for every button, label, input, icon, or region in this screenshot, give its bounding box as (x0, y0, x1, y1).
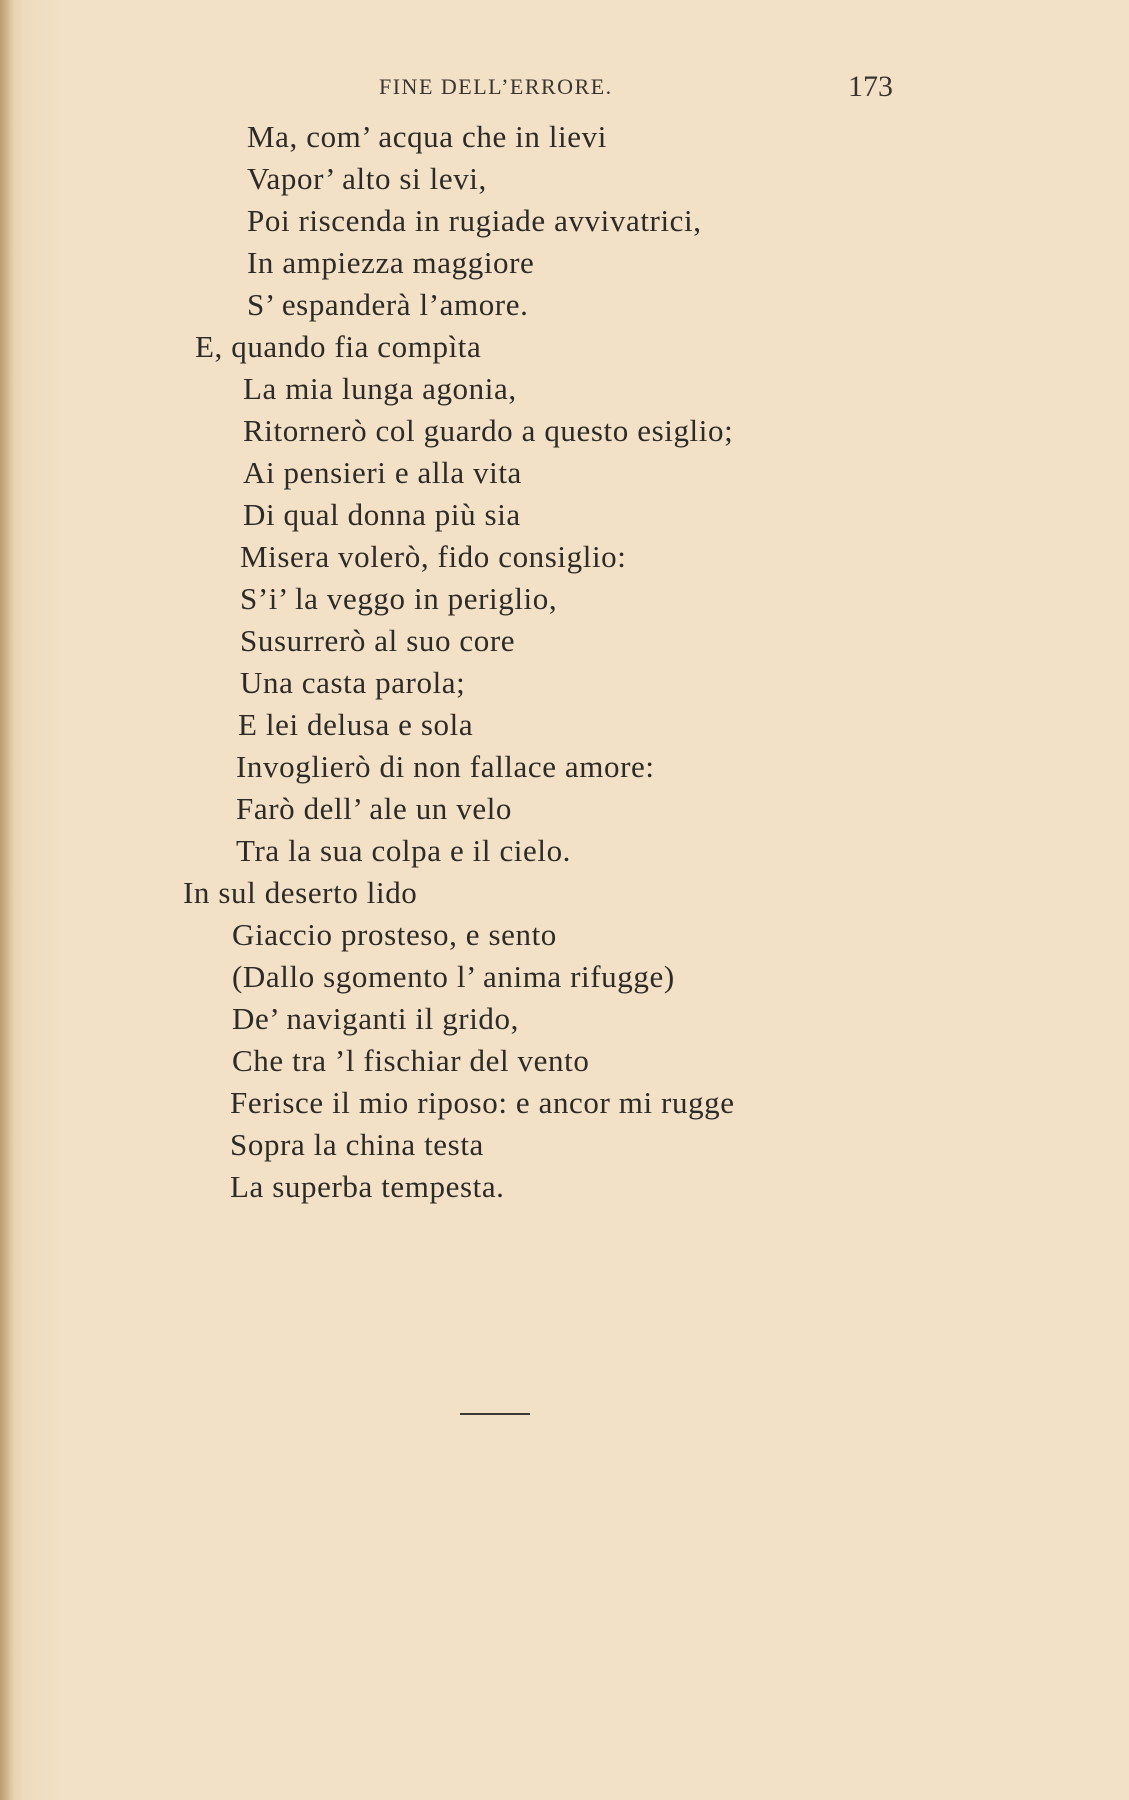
poem-line: E, quando fia compìta (195, 329, 482, 364)
poem-line: Ritornerò col guardo a questo esiglio; (243, 413, 734, 448)
poem-line: Ma, com’ acqua che in lievi (247, 119, 607, 154)
poem-line: E lei delusa e sola (238, 707, 474, 742)
page-number: 173 (848, 70, 893, 103)
poem-line: Vapor’ alto si levi, (247, 161, 487, 196)
poem-line: Farò dell’ ale un velo (236, 791, 513, 826)
poem-line: Ai pensieri e alla vita (243, 455, 522, 490)
poem-line: Ferisce il mio riposo: e ancor mi rugge (230, 1085, 735, 1120)
running-title: FINE DELL’ERRORE. (379, 74, 613, 99)
poem-line: Giaccio prosteso, e sento (232, 917, 557, 952)
poem-line: (Dallo sgomento l’ anima rifugge) (232, 959, 675, 994)
poem-line: In sul deserto lido (183, 875, 418, 910)
page-header (0, 70, 1129, 110)
poem-line: Misera volerò, fido consiglio: (240, 539, 627, 574)
section-end-rule (460, 1413, 530, 1415)
poem-line: Di qual donna più sia (243, 497, 521, 532)
poem-line: Che tra ’l fischiar del vento (232, 1043, 590, 1078)
poem-line: Invoglierò di non fallace amore: (236, 749, 655, 784)
poem-line: S’ espanderà l’amore. (247, 287, 529, 322)
poem-line: Tra la sua colpa e il cielo. (236, 833, 572, 868)
poem-line: In ampiezza maggiore (247, 245, 535, 280)
poem-line: La mia lunga agonia, (243, 371, 517, 406)
poem-line: Susurrerò al suo core (240, 623, 516, 658)
poem-line: La superba tempesta. (230, 1169, 505, 1204)
poem-line: Sopra la china testa (230, 1127, 484, 1162)
poem-line: De’ naviganti il grido, (232, 1001, 519, 1036)
page-gutter-shadow (0, 0, 14, 1800)
poem-line: Una casta parola; (240, 665, 466, 700)
poem-line: Poi riscenda in rugiade avvivatrici, (247, 203, 702, 238)
poem-line: S’i’ la veggo in periglio, (240, 581, 558, 616)
